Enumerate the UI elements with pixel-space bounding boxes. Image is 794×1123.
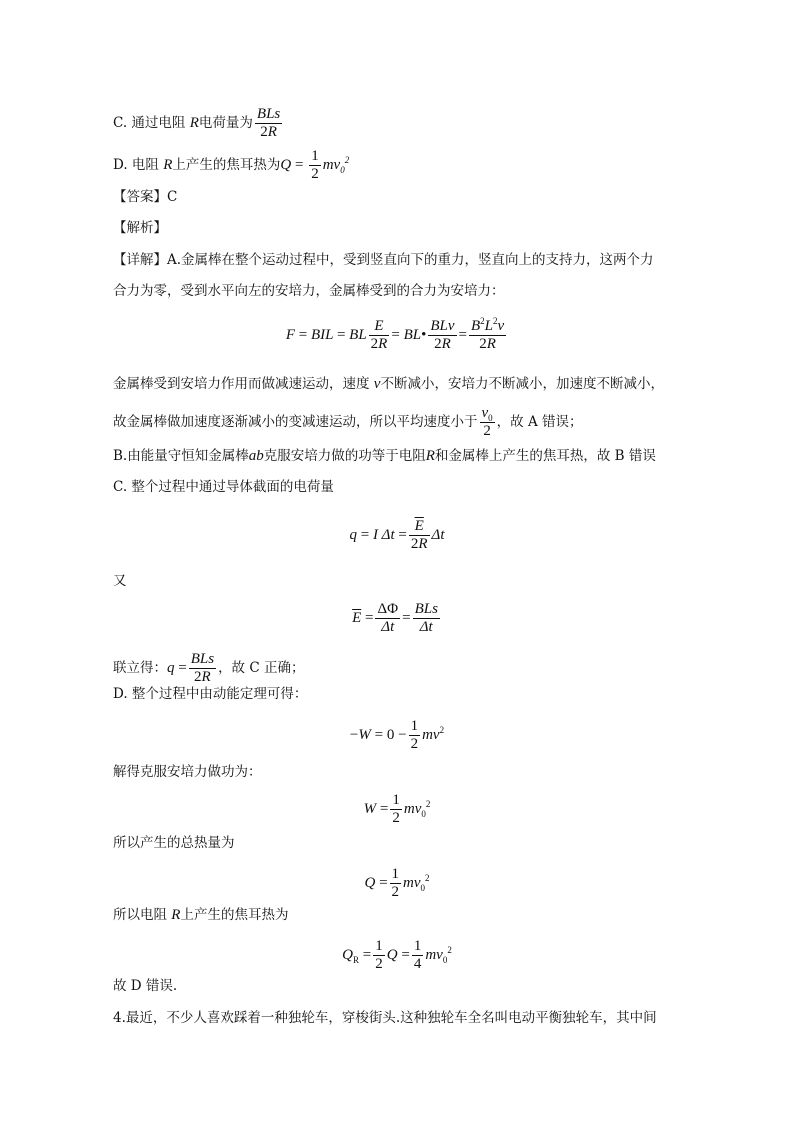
symbol-r: R (425, 448, 435, 464)
solve-label: 解得克服安培力做功为： (113, 764, 262, 780)
symbol-r: R (189, 115, 199, 131)
total-heat-label: 所以产生的总热量为 (113, 835, 235, 851)
detail-line-b-b: 克服安培力做的功等于电阻 (263, 448, 426, 464)
detail-line-4 (113, 405, 583, 440)
detail-line-b-c: 和金属棒上产生的焦耳热，故 B 错误 (434, 448, 656, 464)
option-c-prefix: C. 通过电阻 (113, 115, 190, 131)
joint-label: 联立得： (113, 659, 167, 676)
formula-total-heat: Q = $\frac{1}{2}$ $mv_0^2$ (364, 866, 430, 900)
symbol-v: v (373, 376, 381, 392)
formula-q-result: q = $\frac{\text{BLs}}{2R}$ (167, 651, 215, 685)
formula-bls-over-2r: $\frac{\text{BLs}}{2R}$ (256, 106, 281, 140)
joint-line (113, 651, 304, 686)
detail-line-3a: 金属棒受到安培力作用而做减速运动，速度 (113, 376, 374, 392)
question-4: 4.最近，不少人喜欢踩着一种独轮车，穿梭街头.这种独轮车全名叫电动平衡独轮车，其中间 (113, 1010, 657, 1026)
option-c (113, 106, 284, 141)
joint-result: ，故 C 正确； (218, 659, 305, 676)
formula-v0-over-2: $\frac{v_0}{2}$ (481, 405, 493, 439)
answer-label: 【答案】C (113, 189, 178, 205)
detail-line-1: 【详解】A.金属棒在整个运动过程中，受到竖直向下的重力，竖直向上的支持力，这两个力 (113, 252, 654, 268)
detail-line-d: D. 整个过程中由动能定理可得： (113, 686, 308, 702)
detail-line-3b: 不断减小，安培力不断减小，加速度不断减小， (380, 376, 664, 392)
formula-work: W = $\frac{1}{2}$ $mv_0^2$ (363, 792, 431, 826)
option-d-mid: 上产生的焦耳热为 (172, 156, 281, 173)
option-d (113, 148, 349, 183)
detail-line-4b: ，故 A 错误； (496, 414, 583, 430)
detail-line-b-a: B.由能量守恒知金属棒 (113, 448, 249, 464)
detail-line-2: 合力为零，受到水平向左的安培力，金属棒受到的合力为安培力： (113, 283, 505, 299)
resistor-heat-a: 所以电阻 (113, 907, 172, 923)
formula-emf: $\overline{E}$ = $\frac{\Delta\Phi}{\Delta t}$ = $\frac{\text{BLs}}{\Delta t}$ (352, 601, 438, 635)
detail-line-b (113, 446, 656, 466)
symbol-ab: ab (248, 448, 264, 464)
detail-line-c: C. 整个过程中通过导体截面的电荷量 (113, 479, 334, 495)
detail-line-3 (113, 374, 664, 394)
formula-resistor-heat: $Q_R$ = $\frac{1}{2}$ Q = $\frac{1}{4}$ $mv_0^2$ (342, 938, 452, 972)
d-wrong-line: 故 D 错误. (113, 978, 178, 994)
formula-force: F = BIL = BL $\frac{E}{2R}$ = BL• $\frac{\text{BLv}}{2R}$ = $\frac{B^2L^2v}{2R}$ (285, 316, 505, 352)
analysis-label: 【解析】 (113, 220, 167, 236)
formula-q-half-mv0: Q = $\frac{1}{2}$ $mv_0^2$ (280, 148, 350, 182)
option-c-mid: 电荷量为 (198, 115, 253, 131)
formula-charge: q = I Δt = $\frac{\overline{E}}{2R}$ Δt (349, 518, 445, 552)
resistor-heat-b: 上产生的焦耳热为 (180, 907, 289, 923)
symbol-r: R (163, 156, 173, 173)
formula-work-energy: −W = 0 − $\frac{1}{2}$ $mv^2$ (349, 718, 445, 752)
detail-line-4a: 故金属棒做加速度逐渐减小的变减速运动，所以平均速度小于 (113, 414, 478, 430)
resistor-heat-line (113, 905, 288, 925)
symbol-r: R (171, 907, 181, 923)
option-d-prefix: D. 电阻 (113, 156, 164, 173)
you-label: 又 (113, 573, 127, 589)
